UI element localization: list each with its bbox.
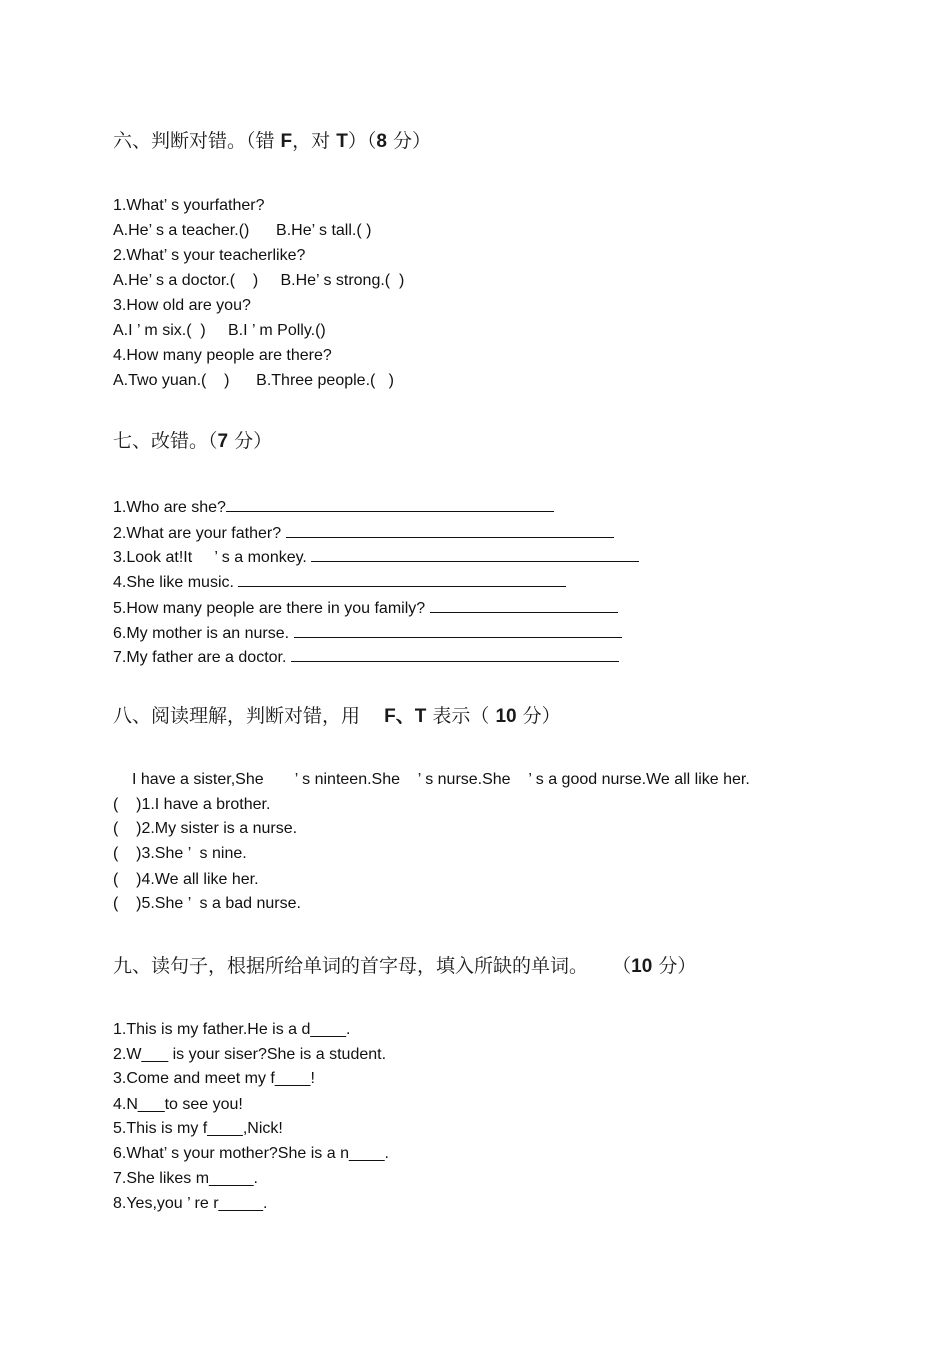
answer-blank[interactable] — [311, 547, 639, 562]
correction-item: 2.What are your father? — [113, 523, 614, 542]
answer-options: A.He’ s a doctor.( ) B.He’ s strong.( ) — [113, 272, 405, 289]
true-false-item: ( )5.She ’ s a bad nurse. — [113, 895, 301, 912]
correction-item: 1.Who are she? — [113, 497, 554, 516]
correction-item: 7.My father are a doctor. — [113, 647, 619, 666]
reading-passage: I have a sister,She ’ s ninteen.She ’ s nurse.She ’ s a good nurse.We all like her. — [132, 771, 750, 788]
answer-blank[interactable] — [291, 647, 619, 662]
true-false-item: ( )3.She ’ s nine. — [113, 845, 247, 862]
true-false-item: ( )4.We all like her. — [113, 871, 259, 888]
fill-in-item: 3.Come and meet my f____! — [113, 1070, 315, 1087]
answer-options: A.Two yuan.( ) B.Three people.( ) — [113, 372, 394, 389]
answer-blank[interactable] — [294, 623, 622, 638]
fill-in-item: 4.N___to see you! — [113, 1096, 243, 1113]
correction-item: 5.How many people are there in you family? — [113, 598, 618, 617]
fill-in-item: 8.Yes,you ’ re r_____. — [113, 1195, 268, 1212]
question-line: 3.How old are you? — [113, 297, 251, 314]
correction-item: 4.She like music. — [113, 572, 566, 591]
answer-blank[interactable] — [238, 572, 566, 587]
question-line: 2.What’ s your teacherlike? — [113, 247, 306, 264]
question-line: 1.What’ s yourfather? — [113, 197, 265, 214]
section-8-title: 八、阅读理解，判断对错，用 F、T 表示（ 10 分） — [113, 705, 561, 727]
answer-options: A.I ’ m six.( ) B.I ’ m Polly.() — [113, 322, 326, 339]
fill-in-item: 7.She likes m_____. — [113, 1170, 258, 1187]
correction-item: 6.My mother is an nurse. — [113, 623, 622, 642]
section-6-title: 六、判断对错。（错 F，对 T）（8 分） — [113, 130, 431, 152]
correction-item: 3.Look at!It ’ s a monkey. — [113, 547, 639, 566]
answer-blank[interactable] — [226, 497, 554, 512]
section-9-title: 九、读句子，根据所给单词的首字母，填入所缺的单词。 （10 分） — [113, 955, 697, 977]
fill-in-item: 5.This is my f____,Nick! — [113, 1120, 283, 1137]
fill-in-item: 6.What’ s your mother?She is a n____. — [113, 1145, 389, 1162]
question-line: 4.How many people are there? — [113, 347, 332, 364]
answer-options: A.He’ s a teacher.() B.He’ s tall.( ) — [113, 222, 372, 239]
true-false-item: ( )2.My sister is a nurse. — [113, 820, 298, 837]
answer-blank[interactable] — [430, 598, 618, 613]
section-7-title: 七、改错。（7 分） — [113, 430, 273, 452]
answer-blank[interactable] — [286, 523, 614, 538]
fill-in-item: 1.This is my father.He is a d____. — [113, 1021, 351, 1038]
true-false-item: ( )1.I have a brother. — [113, 796, 271, 813]
fill-in-item: 2.W___ is your siser?She is a student. — [113, 1046, 387, 1063]
